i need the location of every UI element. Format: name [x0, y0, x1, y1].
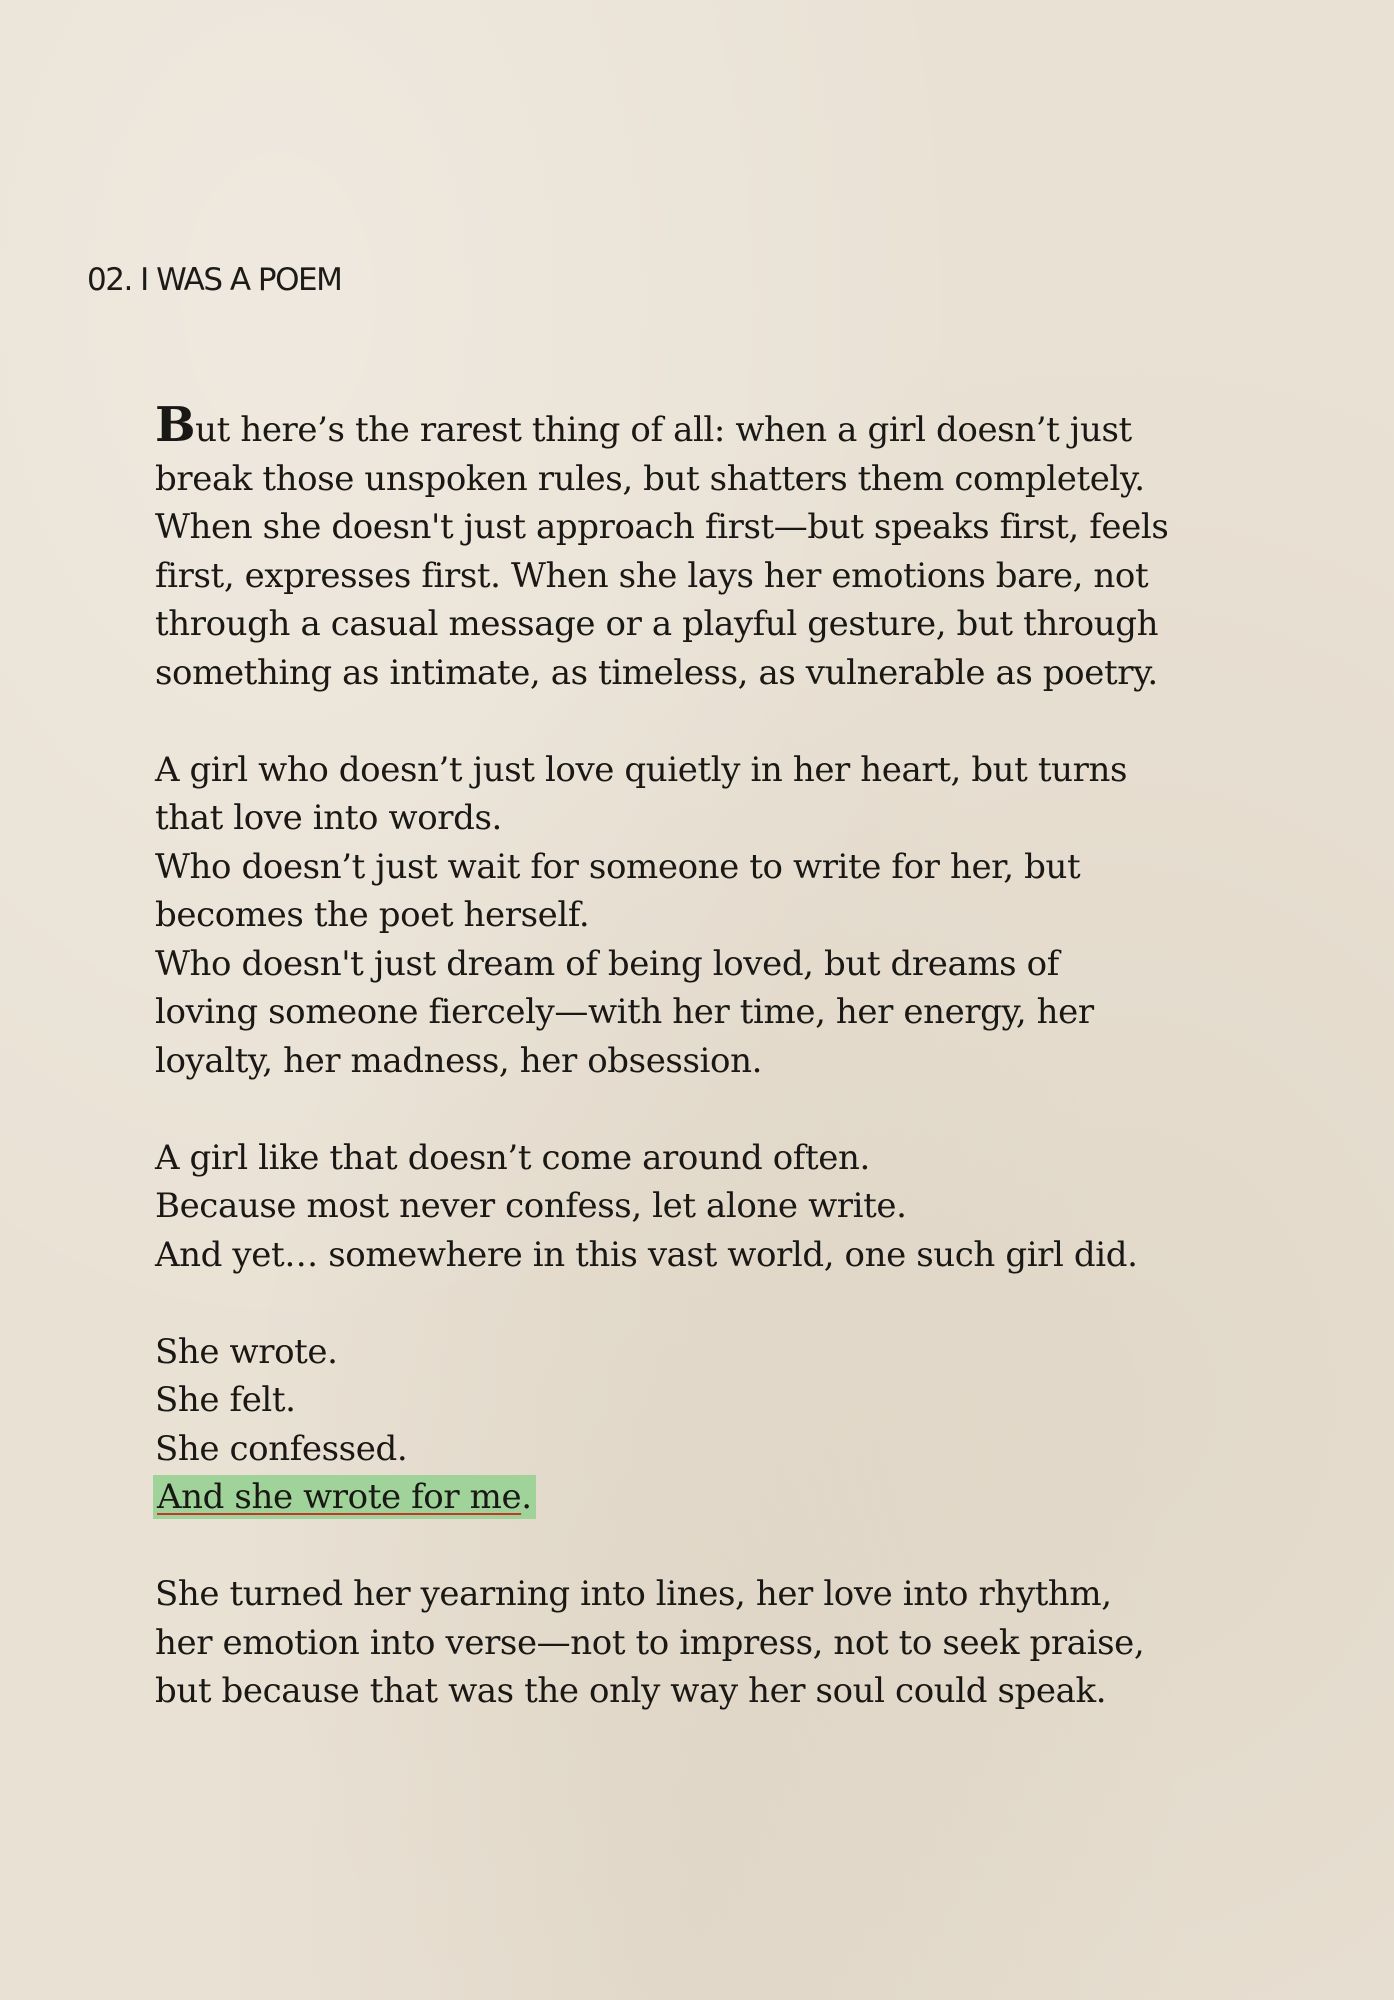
highlighted-text: [155, 1477, 534, 1517]
text-line: [155, 1473, 1275, 1522]
text-line: And yet… somewhere in this vast world, one such girl did.: [155, 1234, 1138, 1275]
paragraph: [155, 397, 1275, 697]
text-line: When she doesn't just approach first—but speaks first, feels: [155, 507, 1169, 547]
text-line: becomes the poet herself.: [155, 895, 590, 935]
paragraph: [155, 1328, 1275, 1522]
paragraph: [155, 1570, 1275, 1716]
chapter-title: 02. I WAS A POEM: [87, 262, 342, 298]
text-line: Who doesn't just dream of being loved, but dreams of: [155, 943, 1059, 984]
text-line: [155, 397, 1275, 455]
text-line: that love into words.: [155, 798, 502, 838]
text-line-content: ut here’s the rarest thing of all: when a girl doesn’t just: [195, 410, 1132, 450]
drop-cap: B: [155, 397, 196, 453]
text-line: but because that was the only way her soul could speak.: [155, 1671, 1107, 1711]
text-line: She felt.: [155, 1380, 296, 1420]
body-text: [155, 397, 1275, 1764]
highlight-period: .: [521, 1477, 532, 1517]
text-line: loyalty, her madness, her obsession.: [155, 1040, 762, 1081]
text-line: through a casual message or a playful gesture, but through: [155, 604, 1159, 644]
text-line: Because most never confess, let alone write.: [155, 1186, 907, 1226]
text-line: Who doesn’t just wait for someone to write for her, but: [155, 846, 1081, 887]
text-line: first, expresses first. When she lays her emotions bare, not: [155, 555, 1149, 596]
paragraph: [155, 1134, 1275, 1280]
paragraph: [155, 746, 1275, 1086]
text-line: She turned her yearning into lines, her love into rhythm,: [155, 1574, 1112, 1614]
text-line: break those unspoken rules, but shatters them completely.: [155, 458, 1145, 499]
text-line: loving someone fiercely—with her time, her energy, her: [155, 992, 1094, 1032]
text-line: A girl like that doesn’t come around often.: [155, 1137, 870, 1178]
text-line: She wrote.: [155, 1331, 338, 1372]
text-line: She confessed.: [155, 1428, 408, 1469]
text-line: her emotion into verse—not to impress, not to seek praise,: [155, 1622, 1145, 1663]
text-line: A girl who doesn’t just love quietly in her heart, but turns: [155, 749, 1128, 790]
text-line: something as intimate, as timeless, as vulnerable as poetry.: [155, 652, 1158, 693]
underlined-text: And she wrote for me: [157, 1477, 522, 1517]
